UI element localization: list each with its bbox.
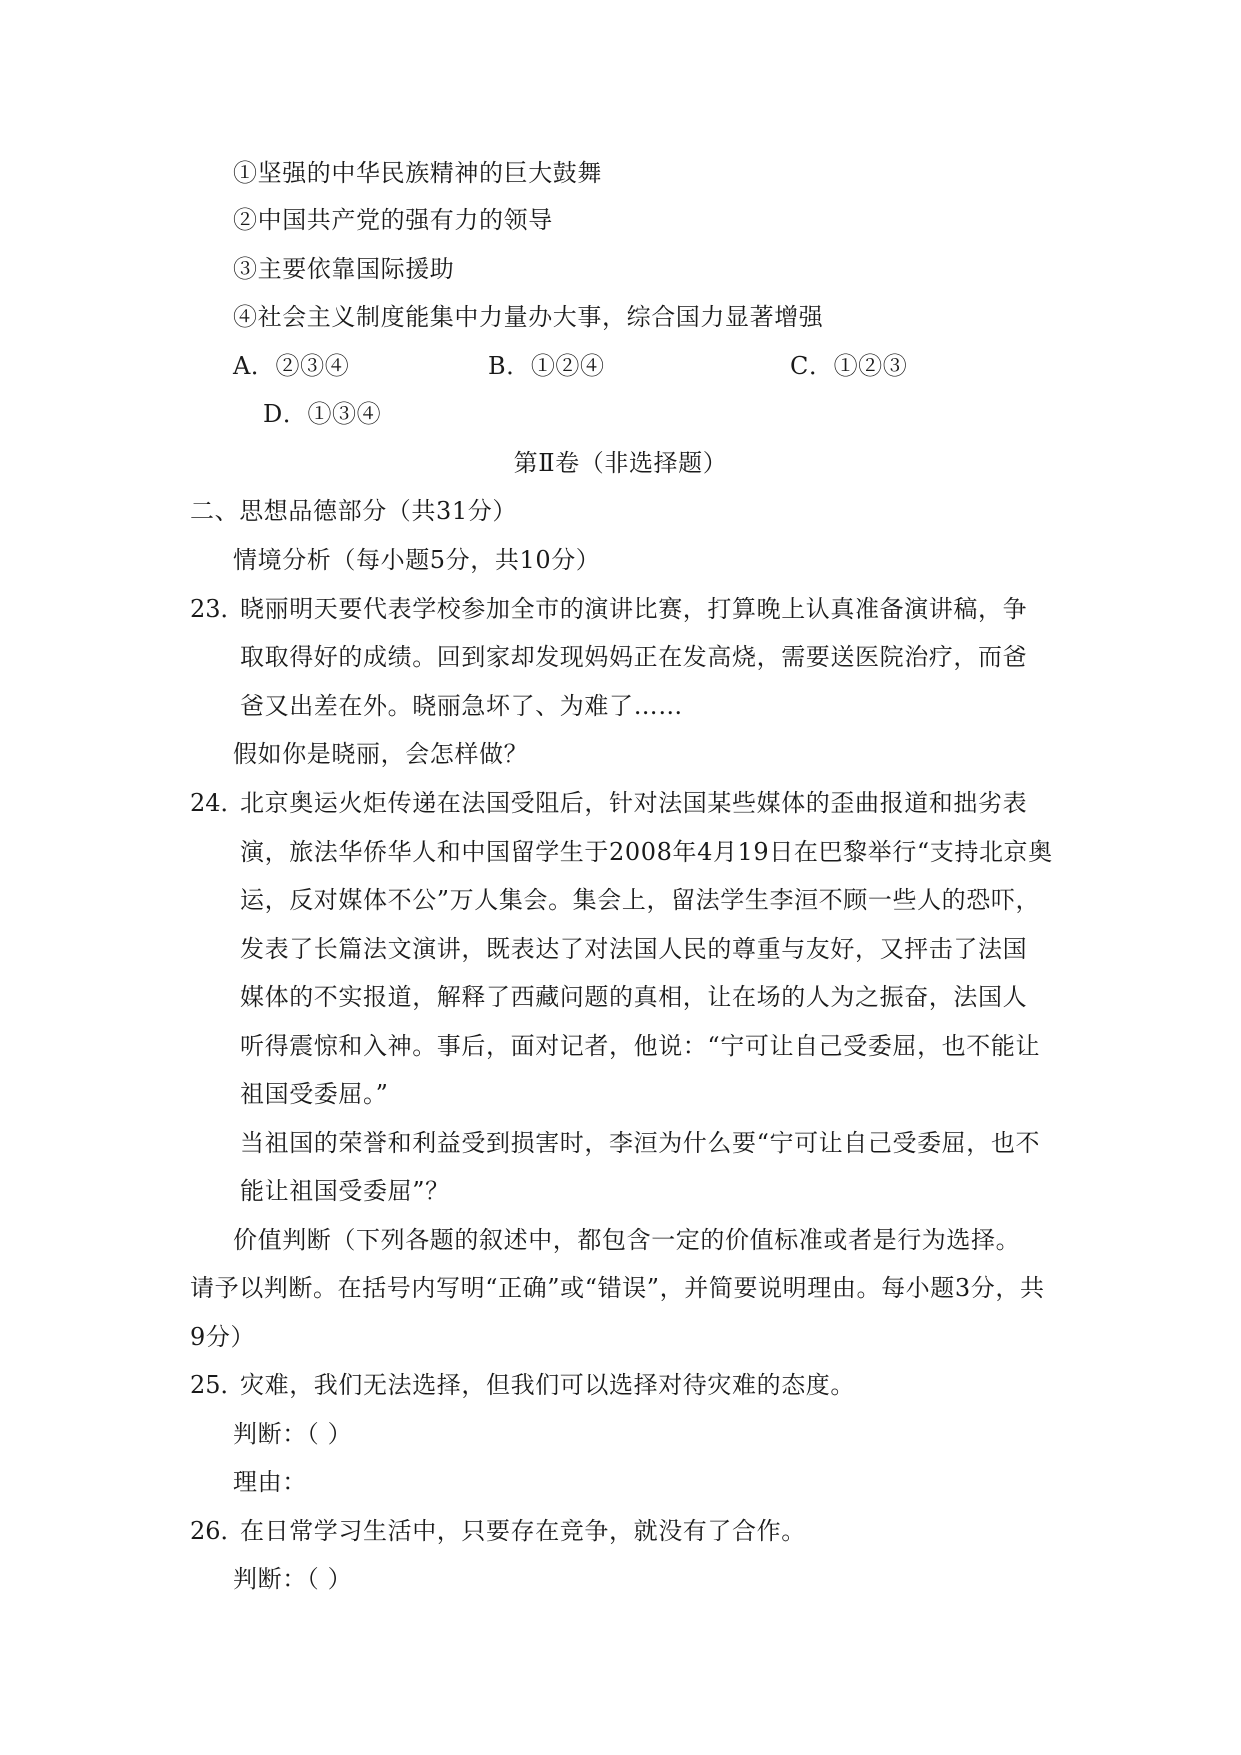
section-title: 第Ⅱ卷（非选择题） — [513, 449, 728, 477]
option-item-2: ②中国共产党的强有力的领导 — [233, 206, 553, 234]
q26-judge: 判断：（ ） — [233, 1565, 353, 1593]
choice-c: C．①②③ — [790, 352, 908, 380]
q25-judge: 判断：（ ） — [233, 1420, 353, 1448]
option-item-3: ③主要依靠国际援助 — [233, 255, 455, 283]
q24-line-2: 演，旅法华侨华人和中国留学生于2008年4月19日在巴黎举行“支持北京奥 — [240, 838, 1053, 866]
q25-reason: 理由： — [233, 1468, 307, 1496]
value-judgment-line-3: 9分） — [190, 1323, 256, 1351]
q24-line-4: 发表了长篇法文演讲，既表达了对法国人民的尊重与友好，又抨击了法国 — [240, 935, 1028, 963]
q24-number: 24． — [190, 789, 245, 817]
q24-line-3: 运，反对媒体不公”万人集会。集会上，留法学生李洹不顾一些人的恐吓， — [240, 886, 1041, 914]
q24-line-1: 北京奥运火炬传递在法国受阻后，针对法国某些媒体的歪曲报道和拙劣表 — [240, 789, 1028, 817]
q26-text: 在日常学习生活中，只要存在竞争，就没有了合作。 — [240, 1517, 806, 1545]
q26-number: 26． — [190, 1517, 245, 1545]
option-item-4: ④社会主义制度能集中力量办大事，综合国力显著增强 — [233, 303, 824, 331]
q24-line-7: 祖国受委屈。” — [240, 1080, 389, 1108]
q23-line-3: 爸又出差在外。晓丽急坏了、为难了…… — [240, 692, 683, 720]
q23-number: 23． — [190, 595, 245, 623]
part-two-heading: 二、思想品德部分（共31分） — [190, 497, 517, 525]
choice-b: B．①②④ — [488, 352, 605, 380]
choice-d: D．①③④ — [263, 400, 382, 428]
option-item-1: ①坚强的中华民族精神的巨大鼓舞 — [233, 159, 602, 187]
situation-heading: 情境分析（每小题5分，共10分） — [233, 546, 601, 574]
q24-question-line-2: 能让祖国受委屈”？ — [240, 1177, 450, 1205]
choice-a: A．②③④ — [233, 352, 350, 380]
q23-question: 假如你是晓丽，会怎样做？ — [233, 740, 529, 768]
q23-line-1: 晓丽明天要代表学校参加全市的演讲比赛，打算晚上认真准备演讲稿，争 — [240, 595, 1028, 623]
q25-number: 25． — [190, 1371, 245, 1399]
q25-text: 灾难，我们无法选择，但我们可以选择对待灾难的态度。 — [240, 1371, 855, 1399]
q24-line-5: 媒体的不实报道，解释了西藏问题的真相，让在场的人为之振奋，法国人 — [240, 983, 1028, 1011]
q23-line-2: 取取得好的成绩。回到家却发现妈妈正在发高烧，需要送医院治疗，而爸 — [240, 643, 1028, 671]
q24-line-6: 听得震惊和入神。事后，面对记者，他说：“宁可让自己受委屈，也不能让 — [240, 1032, 1041, 1060]
value-judgment-line-2: 请予以判断。在括号内写明“正确”或“错误”，并简要说明理由。每小题3分，共 — [190, 1274, 1045, 1302]
q24-question-line-1: 当祖国的荣誉和利益受到损害时，李洹为什么要“宁可让自己受委屈，也不 — [240, 1129, 1041, 1157]
value-judgment-line-1: 价值判断（下列各题的叙述中，都包含一定的价值标准或者是行为选择。 — [233, 1226, 1021, 1254]
